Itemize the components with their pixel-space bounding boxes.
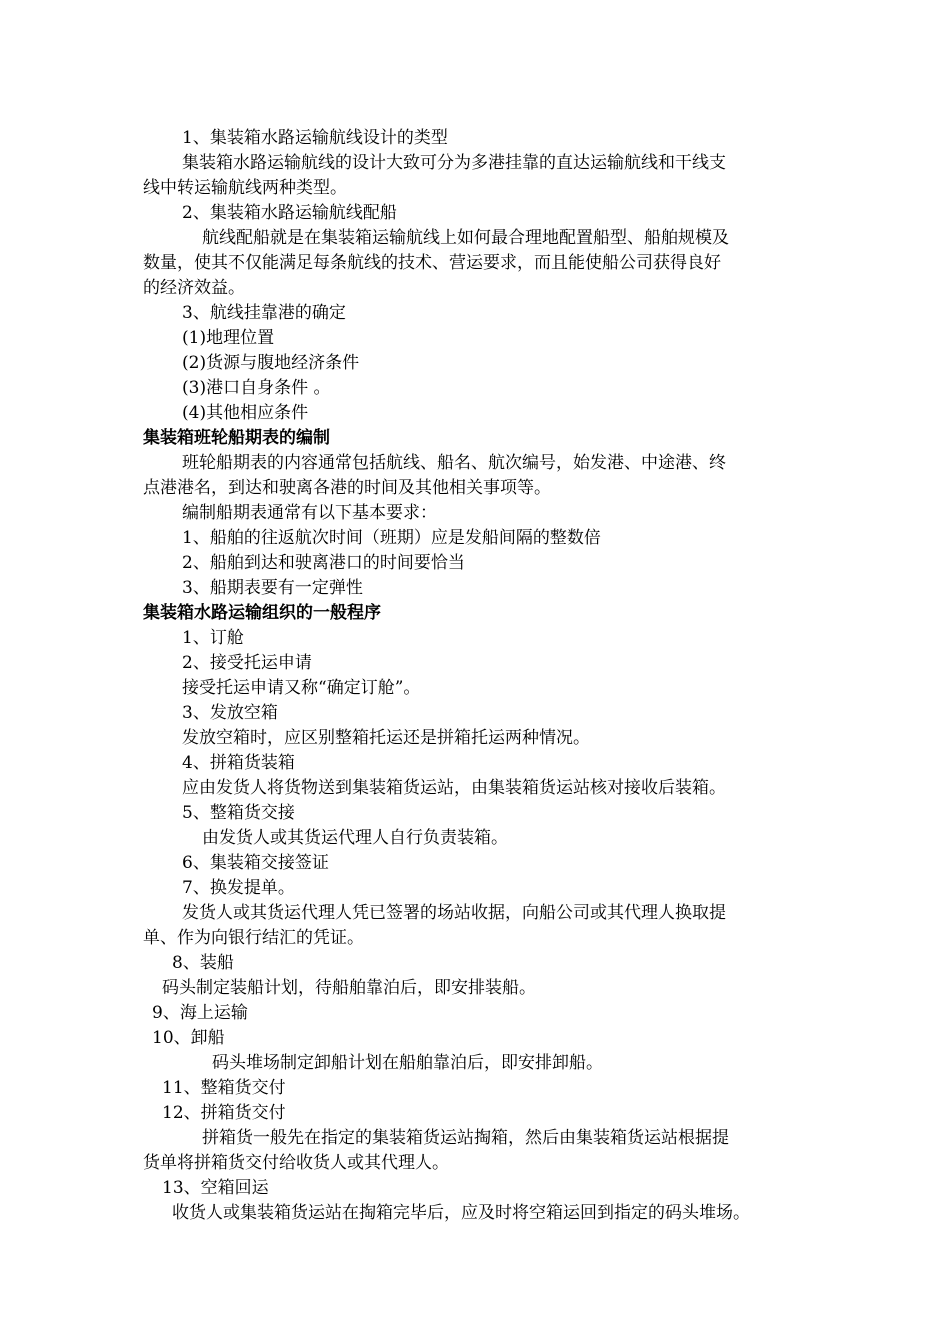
paragraph-line: 集装箱水路运输航线的设计大致可分为多港挂靠的直达运输航线和干线支 xyxy=(182,153,726,173)
list-item: 1、订舱 xyxy=(182,628,244,648)
list-item: 2、接受托运申请 xyxy=(182,653,312,673)
section-heading: 2、集装箱水路运输航线配船 xyxy=(182,203,397,223)
section-heading: 3、航线挂靠港的确定 xyxy=(182,303,346,323)
list-item: 4、拼箱货装箱 xyxy=(182,753,295,773)
paragraph-line: 发货人或其货运代理人凭已签署的场站收据，向船公司或其代理人换取提 xyxy=(182,903,726,923)
list-item: 12、拼箱货交付 xyxy=(162,1103,286,1123)
list-item: 2、船舶到达和驶离港口的时间要恰当 xyxy=(182,553,465,573)
paragraph-line: 应由发货人将货物送到集装箱货运站，由集装箱货运站核对接收后装箱。 xyxy=(182,778,726,798)
list-item: 11、整箱货交付 xyxy=(162,1078,286,1098)
bold-heading: 集装箱水路运输组织的一般程序 xyxy=(143,603,381,623)
paragraph-line: 点港港名，到达和驶离各港的时间及其他相关事项等。 xyxy=(143,478,551,498)
paragraph-line: 接受托运申请又称“确定订舱”。 xyxy=(182,678,421,698)
list-item: (2)货源与腹地经济条件 xyxy=(182,353,360,373)
list-item: 13、空箱回运 xyxy=(162,1178,269,1198)
section-heading: 1、集装箱水路运输航线设计的类型 xyxy=(182,128,448,148)
paragraph-line: 拼箱货一般先在指定的集装箱货运站掏箱，然后由集装箱货运站根据提 xyxy=(202,1128,729,1148)
list-item: 9、海上运输 xyxy=(152,1003,248,1023)
paragraph-line: 单、作为向银行结汇的凭证。 xyxy=(143,928,364,948)
list-item: 1、船舶的往返航次时间（班期）应是发船间隔的整数倍 xyxy=(182,528,601,548)
list-item: (3)港口自身条件 。 xyxy=(182,378,331,398)
paragraph-line: 航线配船就是在集装箱运输航线上如何最合理地配置船型、船舶规模及 xyxy=(202,228,729,248)
paragraph-line: 发放空箱时，应区别整箱托运还是拼箱托运两种情况。 xyxy=(182,728,590,748)
list-item: 5、整箱货交接 xyxy=(182,803,295,823)
list-item: 10、卸船 xyxy=(152,1028,225,1048)
list-item: 3、船期表要有一定弹性 xyxy=(182,578,363,598)
list-item: 7、换发提单。 xyxy=(182,878,295,898)
paragraph-line: 编制船期表通常有以下基本要求： xyxy=(182,503,437,523)
paragraph-line: 的经济效益。 xyxy=(143,278,245,298)
paragraph-line: 码头堆场制定卸船计划在船舶靠泊后，即安排卸船。 xyxy=(212,1053,603,1073)
list-item: (1)地理位置 xyxy=(182,328,275,348)
paragraph-line: 由发货人或其货运代理人自行负责装箱。 xyxy=(202,828,508,848)
paragraph-line: 线中转运输航线两种类型。 xyxy=(143,178,347,198)
bold-heading: 集装箱班轮船期表的编制 xyxy=(143,428,330,448)
paragraph-line: 班轮船期表的内容通常包括航线、船名、航次编号，始发港、中途港、终 xyxy=(182,453,726,473)
list-item: 3、发放空箱 xyxy=(182,703,278,723)
list-item: (4)其他相应条件 xyxy=(182,403,309,423)
paragraph-line: 数量，使其不仅能满足每条航线的技术、营运要求，而且能使船公司获得良好 xyxy=(143,253,721,273)
paragraph-line: 码头制定装船计划，待船舶靠泊后，即安排装船。 xyxy=(162,978,536,998)
paragraph-line: 货单将拼箱货交付给收货人或其代理人。 xyxy=(143,1153,449,1173)
list-item: 8、装船 xyxy=(172,953,234,973)
list-item: 6、集装箱交接签证 xyxy=(182,853,329,873)
paragraph-line: 收货人或集装箱货运站在掏箱完毕后，应及时将空箱运回到指定的码头堆场。 xyxy=(172,1203,750,1223)
